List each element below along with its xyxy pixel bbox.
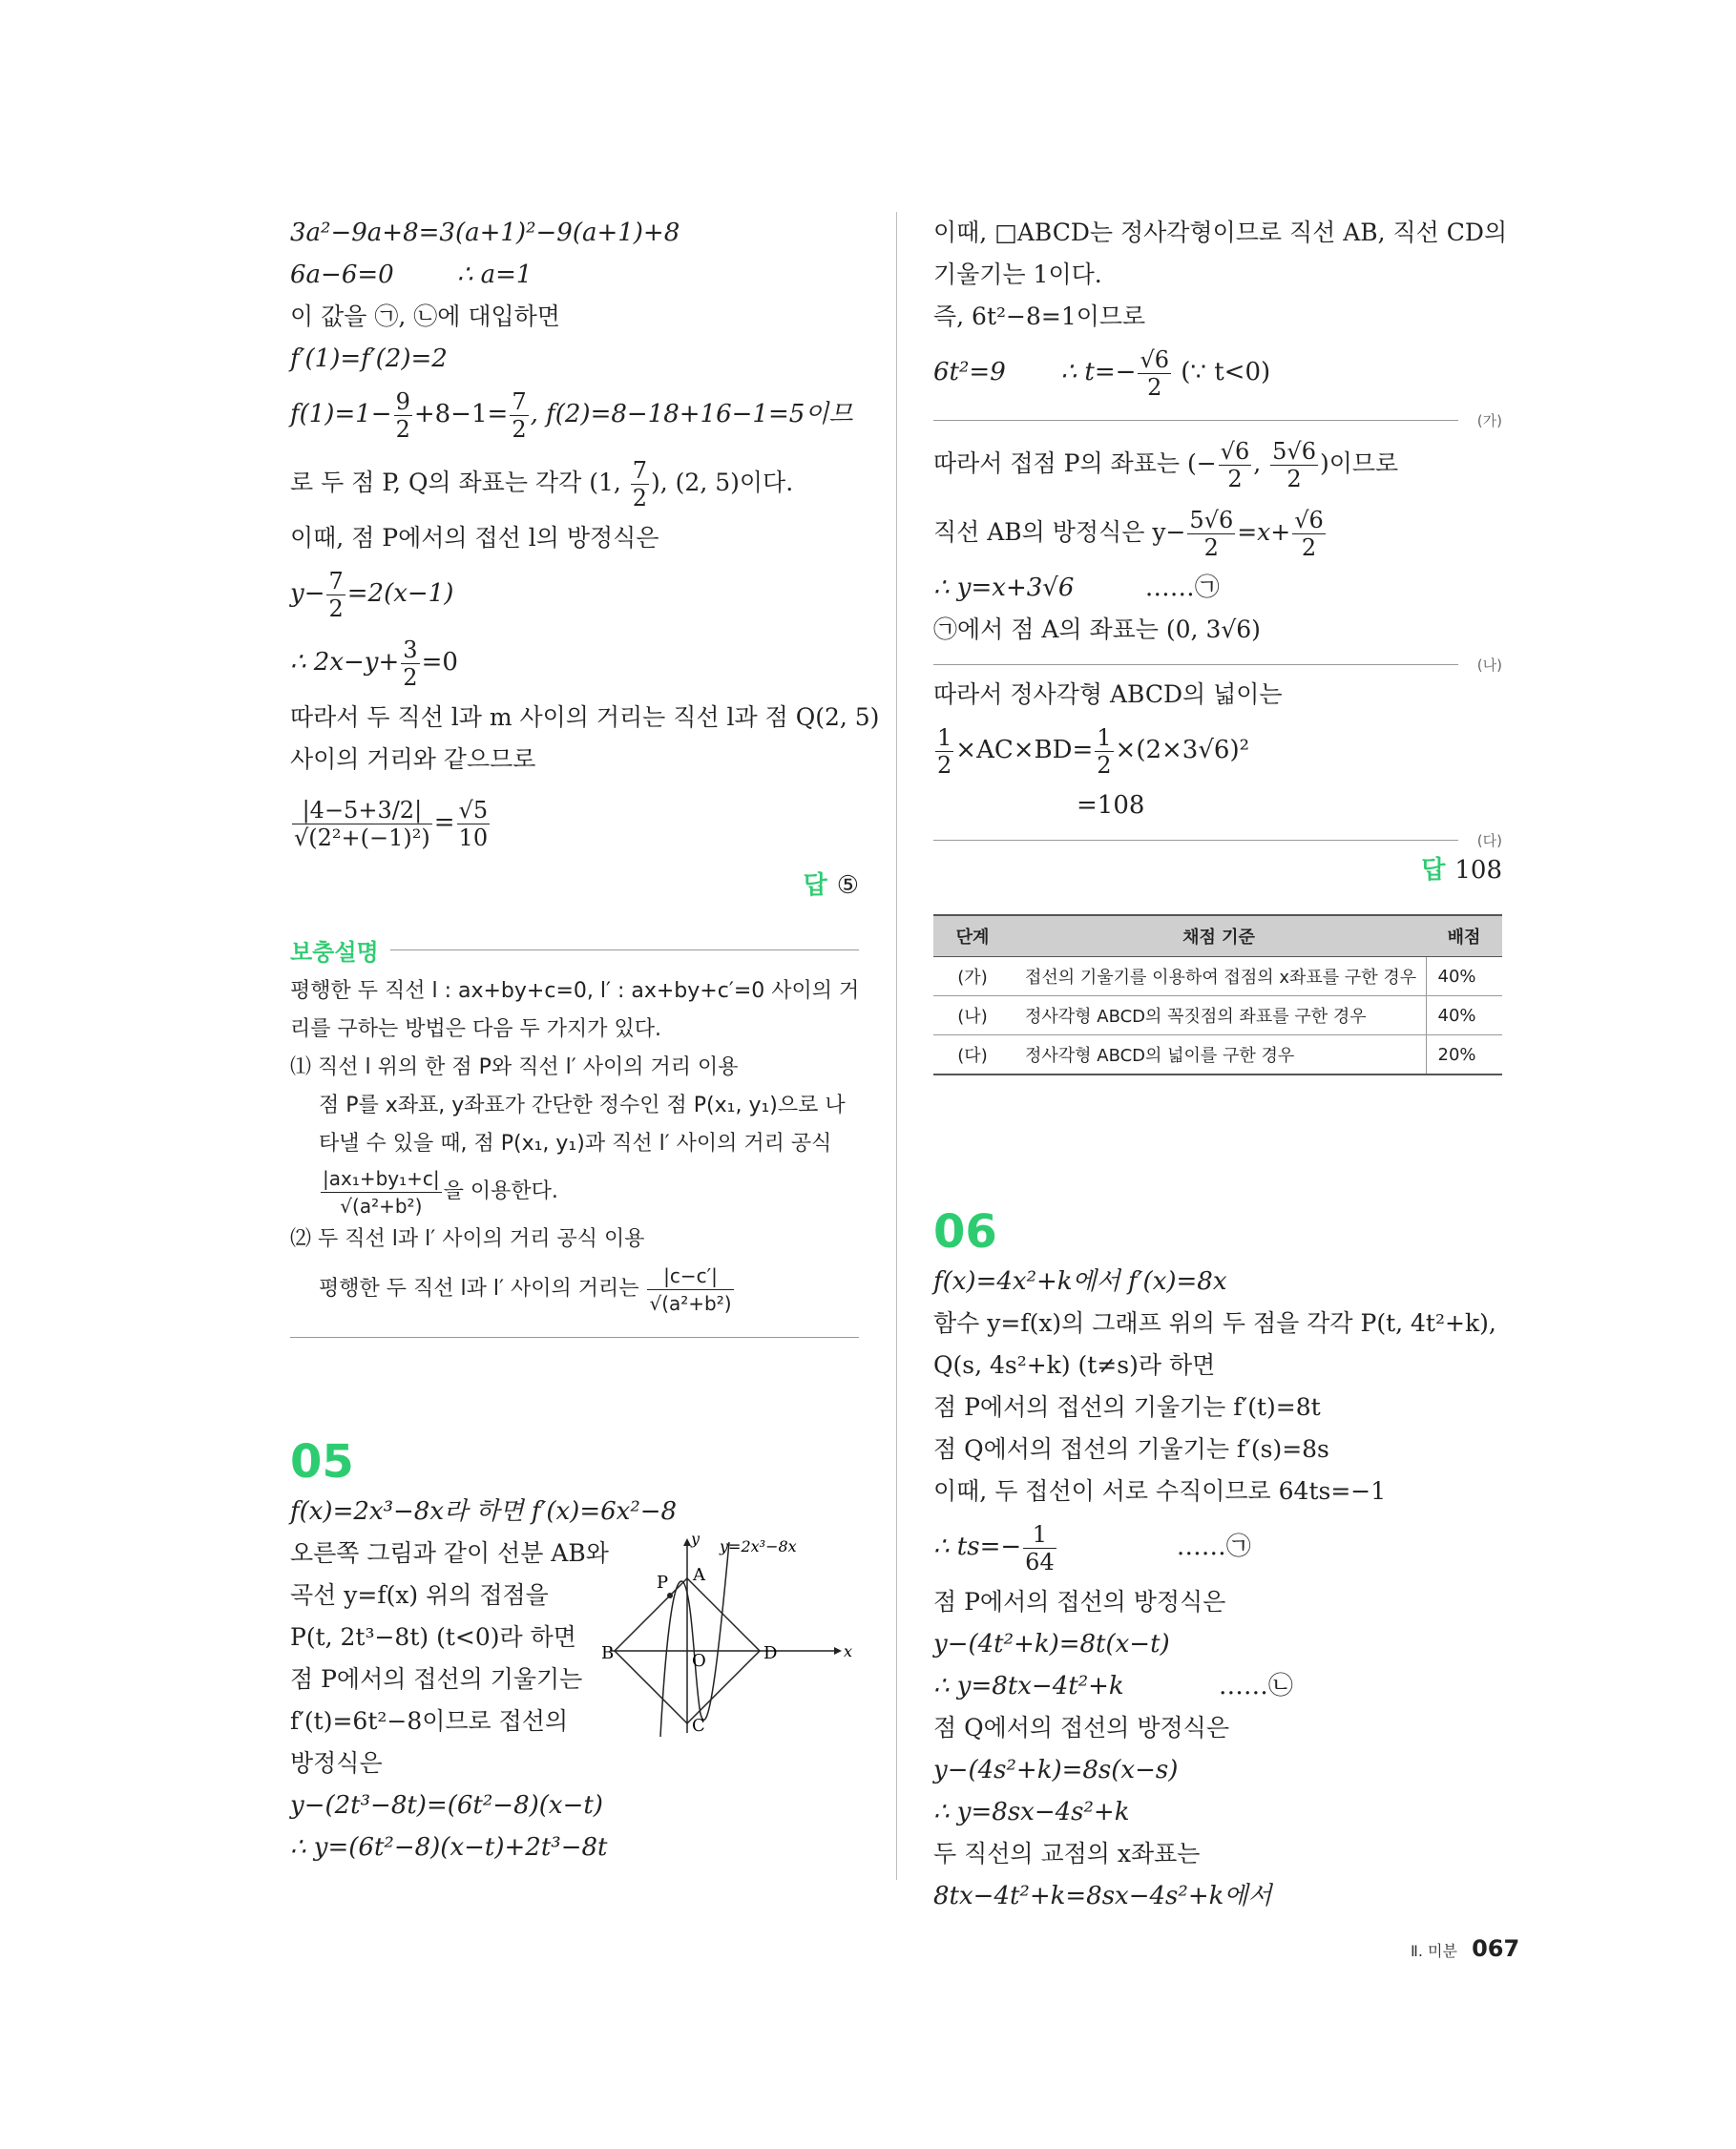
step-divider (933, 412, 1502, 428)
text-line: 이때, 두 접선이 서로 수직이므로 64ts=−1 (933, 1477, 1387, 1505)
answer: 답 ⑤ (803, 871, 859, 900)
grading-step: (나) (933, 996, 1012, 1035)
x-axis-label: x (844, 1642, 853, 1660)
text-line: 따라서 접점 P의 좌표는 (− $\frac{√6}{2}$ , $\frac{5√6}{2}$ )이므로 (933, 438, 1399, 492)
fraction: $\frac{1}{2}$ (1097, 723, 1112, 779)
curve-label: y=2x³−8x (720, 1537, 797, 1555)
point-p (667, 1593, 673, 1598)
label-a: A (693, 1565, 705, 1585)
fraction: $\frac{9}{2}$ (395, 387, 410, 443)
fraction: $\frac{√6}{2}$ (1220, 438, 1250, 492)
supplement-line: 리를 구하는 방법은 다음 두 가지가 있다. (290, 1017, 661, 1041)
label-c: C (692, 1716, 705, 1736)
text-line: 기울기는 1이다. (933, 261, 1102, 288)
equation-line: 8tx−4t²+k=8sx−4s²+k에서 (933, 1882, 1272, 1910)
fraction: $\frac{5√6}{2}$ (1272, 438, 1316, 492)
text-line: ㉠에서 점 A의 좌표는 (0, 3√6) (933, 615, 1261, 643)
grading-criterion: 정사각형 ABCD의 꼭짓점의 좌표를 구한 경우 (1012, 996, 1426, 1035)
text-line: 점 Q에서의 접선의 방정식은 (933, 1714, 1229, 1742)
equation-line: f(x)=4x²+k에서 f′(x)=8x (933, 1267, 1227, 1296)
text-line: 이 값을 ㉠, ㉡에 대입하면 (290, 303, 560, 330)
supplement-header: 보충설명 (290, 933, 859, 967)
equation-line: ∴ y=x+3√6 ……㉠ (933, 574, 1220, 602)
supplement-line: 평행한 두 직선 l : ax+by+c=0, l′ : ax+by+c′=0 사이의 거 (290, 979, 860, 1003)
fraction: $\frac{√6}{2}$ (1294, 507, 1324, 561)
header-criterion: 채점 기준 (1012, 915, 1426, 957)
label-b: B (601, 1643, 615, 1663)
equation-line: f(x)=2x³−8x라 하면 f′(x)=6x²−8 (290, 1497, 678, 1526)
distance-equation: $\frac{|4-5+3/2|}{\text{√(2²+(−1)²)}}$ = $\frac{√5}{10}$ (294, 796, 489, 851)
grading-row (933, 996, 1502, 1035)
label-o: O (692, 1651, 706, 1671)
fraction: $\frac{\text{|ax₁+by₁+c|}}{\text{√(a²+b²)}}$ (323, 1166, 440, 1218)
grading-row (933, 957, 1502, 996)
equation-line: y− $\frac{7}{2}$ =2(x−1) (290, 567, 454, 622)
label-d: D (763, 1643, 778, 1663)
equation-line: f(1)=1− $\frac{9}{2}$ +8−1= $\frac{7}{2}$ , f(2)=8−18+16−1=5이므 (290, 387, 853, 443)
equation-line: 6a−6=0 ∴ a=1 (290, 261, 533, 289)
fraction: $\frac{5√6}{2}$ (1189, 507, 1234, 561)
text-line: 로 두 점 P, Q의 좌표는 각각 (1, $\frac{7}{2}$ ), (2, 5)이다. (290, 457, 794, 511)
fraction: $\frac{7}{2}$ (512, 387, 527, 443)
grading-step: (가) (933, 957, 1012, 996)
section-number-05: 05 (290, 1435, 354, 1489)
step-tag: (다) (1476, 832, 1502, 849)
text-line: P(t, 2t³−8t) (t<0)라 하면 (290, 1623, 576, 1651)
page-footer (1411, 1935, 1519, 1962)
supplement-line: 평행한 두 직선 l과 l′ 사이의 거리는 $\frac{|c-c'|}{\text{√(a²+b²)}}$ (319, 1263, 732, 1315)
equation-line: y−(4t²+k)=8t(x−t) (933, 1630, 1170, 1659)
y-axis-arrow (683, 1538, 691, 1546)
label-p: P (657, 1573, 669, 1593)
text-line: 점 P에서의 접선의 기울기는 (290, 1665, 583, 1693)
grading-header-row (933, 915, 1502, 957)
text-line: 따라서 정사각형 ABCD의 넓이는 (933, 680, 1283, 708)
equation-line: 3a²−9a+8=3(a+1)²−9(a+1)+8 (290, 219, 680, 247)
text-line: 오른쪽 그림과 같이 선분 AB와 (290, 1539, 609, 1567)
text-line: 점 P에서의 접선의 방정식은 (933, 1588, 1226, 1616)
equation-line: ∴ y=(6t²−8)(x−t)+2t³−8t (290, 1833, 608, 1862)
text-line: 직선 AB의 방정식은 y− $\frac{5√6}{2}$ =x+ $\frac{√6}{2}$ (933, 507, 1324, 561)
supplement-line: 점 P를 x좌표, y좌표가 간단한 정수인 점 P(x₁, y₁)으로 나 (319, 1094, 846, 1117)
right-column (933, 212, 1508, 1917)
equation-line: y−(4s²+k)=8s(x−s) (933, 1756, 1179, 1784)
fraction: $\frac{3}{2}$ (403, 636, 418, 691)
chapter-label: Ⅱ. 미분 (1411, 1942, 1457, 1960)
grading-points: 20% (1426, 1035, 1502, 1075)
section-05-body (290, 1533, 859, 1784)
supplement-line: ⑵ 두 직선 l과 l′ 사이의 거리 공식 이용 (290, 1227, 645, 1251)
text-line: 이때, □ABCD는 정사각형이므로 직선 AB, 직선 CD의 (933, 219, 1508, 246)
grading-table (933, 914, 1502, 1075)
square-curve-figure (601, 1533, 859, 1742)
page-number: 067 (1472, 1935, 1520, 1962)
grading-points: 40% (1426, 996, 1502, 1035)
answer: 답 108 (1421, 856, 1502, 885)
text-line: 함수 y=f(x)의 그래프 위의 두 점을 각각 P(t, 4t²+k), (933, 1309, 1496, 1337)
text-line: f′(t)=6t²−8이므로 접선의 (290, 1707, 569, 1735)
fraction: $\frac{7}{2}$ (328, 567, 344, 622)
fraction: $\frac{1}{2}$ (937, 723, 952, 779)
text-line: 방정식은 (290, 1749, 383, 1777)
grading-row (933, 1035, 1502, 1075)
text-line: 즉, 6t²−8=1이므로 (933, 303, 1146, 330)
text-line: 두 직선의 교점의 x좌표는 (933, 1840, 1201, 1867)
text-line: 점 P에서의 접선의 기울기는 f′(t)=8t (933, 1393, 1321, 1421)
equation-line: ∴ 2x−y+ $\frac{3}{2}$ =0 (290, 636, 458, 691)
y-axis-label: y (691, 1533, 701, 1548)
equation-line: f′(1)=f′(2)=2 (290, 344, 448, 373)
header-points: 배점 (1426, 915, 1502, 957)
equation-line: ∴ y=8sx−4s²+k (933, 1798, 1130, 1826)
column-divider (896, 212, 897, 1880)
text-line: 점 Q에서의 접선의 기울기는 f′(s)=8s (933, 1435, 1329, 1463)
equation-line: ∴ ts=− $\frac{1}{64}$ ……㉠ (933, 1520, 1251, 1575)
x-axis-arrow (834, 1647, 842, 1655)
section-number-06: 06 (933, 1205, 997, 1259)
fraction: $\frac{|4-5+3/2|}{\text{√(2²+(−1)²)}}$ (294, 796, 430, 851)
fraction: $\frac{7}{2}$ (632, 457, 648, 511)
step-divider (933, 832, 1502, 847)
equation-line: ∴ y=8tx−4t²+k ……㉡ (933, 1672, 1293, 1700)
step-tag: (나) (1476, 657, 1502, 674)
fraction: $\frac{1}{64}$ (1025, 1520, 1055, 1575)
text-line: Q(s, 4s²+k) (t≠s)라 하면 (933, 1351, 1216, 1379)
equation-line: y−(2t³−8t)=(6t²−8)(x−t) (290, 1791, 603, 1820)
text-line: 곡선 y=f(x) 위의 접점을 (290, 1581, 549, 1609)
supplement-rule (390, 949, 859, 950)
text-line: 따라서 두 직선 l과 m 사이의 거리는 직선 l과 점 Q(2, 5) (290, 703, 880, 731)
supplement-line: $\frac{\text{|ax₁+by₁+c|}}{\text{√(a²+b²)}}$ 을 이용한다. (323, 1166, 558, 1218)
supplement-line: 타낼 수 있을 때, 점 P(x₁, y₁)과 직선 l′ 사이의 거리 공식 (319, 1132, 832, 1156)
grading-points: 40% (1426, 957, 1502, 996)
grading-criterion: 정사각형 ABCD의 넓이를 구한 경우 (1012, 1035, 1426, 1075)
fraction: $\frac{√5}{10}$ (458, 796, 489, 851)
step-divider (933, 657, 1502, 672)
fraction: $\frac{|c-c'|}{\text{√(a²+b²)}}$ (649, 1263, 732, 1315)
fraction: $\frac{√6}{2}$ (1140, 345, 1169, 401)
step-tag: (가) (1476, 412, 1502, 429)
equation-line: 6t²=9 ∴ t=− $\frac{√6}{2}$ (∵ t<0) (933, 345, 1271, 401)
equation-line: =108 (1077, 791, 1145, 820)
supplement-box (290, 972, 859, 1320)
equation-line: $\frac{1}{2}$ ×AC×BD= $\frac{1}{2}$ ×(2×3√6)² (937, 723, 1250, 779)
text-line: 사이의 거리와 같으므로 (290, 745, 536, 773)
text-line: 이때, 점 P에서의 접선 l의 방정식은 (290, 524, 659, 552)
supplement-line: ⑴ 직선 l 위의 한 점 P와 직선 l′ 사이의 거리 이용 (290, 1055, 739, 1079)
grading-criterion: 접선의 기울기를 이용하여 접점의 x좌표를 구한 경우 (1012, 957, 1426, 996)
left-column (290, 212, 880, 1868)
grading-step: (다) (933, 1035, 1012, 1075)
header-step: 단계 (933, 915, 1012, 957)
